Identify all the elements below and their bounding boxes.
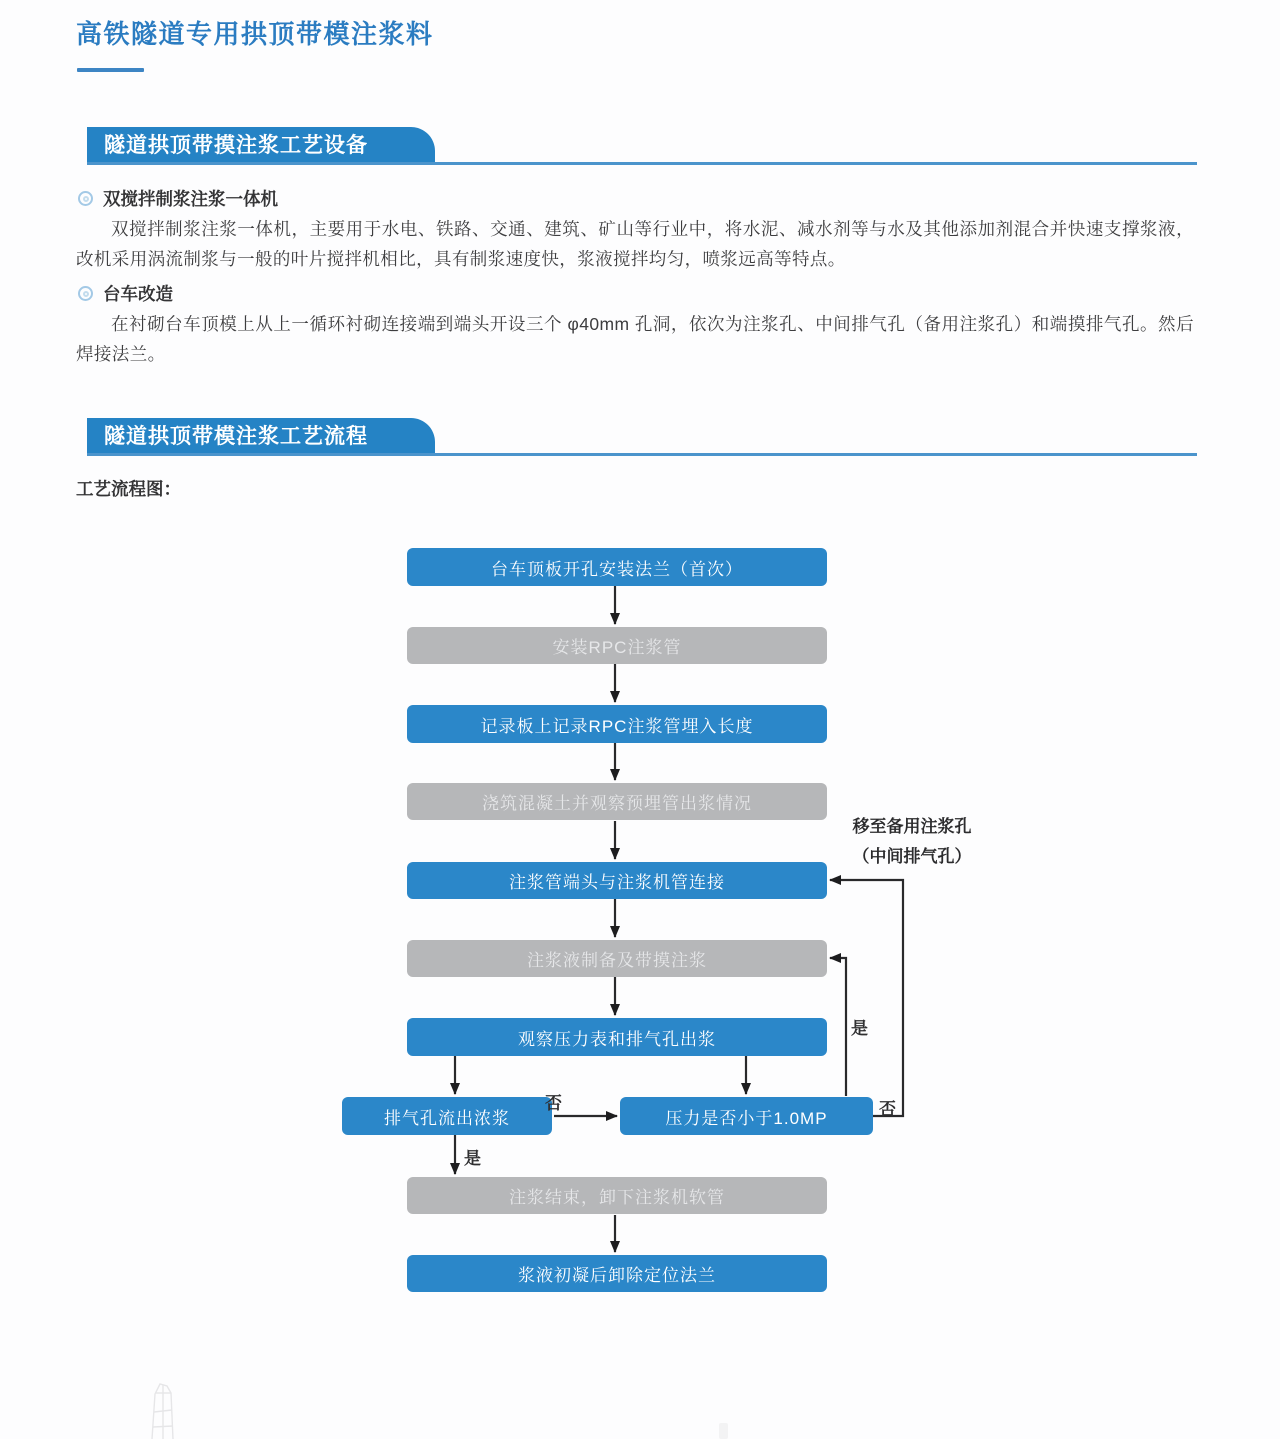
ring-bullet-icon — [78, 191, 93, 206]
section-header-equipment: 隧道拱顶带摸注浆工艺设备 — [87, 127, 435, 165]
flow-step-pour-concrete: 浇筑混凝土并观察预埋管出浆情况 — [407, 783, 827, 820]
flow-annotation-line1: 移至备用注浆孔 — [852, 817, 972, 836]
bullet-title: 台车改造 — [103, 284, 173, 304]
edge-label-loop-yes: 是 — [851, 1019, 868, 1038]
title-underline — [77, 68, 144, 72]
ring-bullet-icon — [78, 286, 93, 301]
section-rule — [87, 453, 1197, 456]
edge-label-loop-no: 否 — [879, 1100, 896, 1119]
flow-caption: 工艺流程图： — [76, 479, 181, 499]
flow-step-install-flange: 台车顶板开孔安装法兰（首次） — [407, 548, 827, 586]
flow-decision-vent-slurry: 排气孔流出浓浆 — [342, 1097, 552, 1135]
building-watermark-icon — [138, 1382, 210, 1439]
flow-step-install-rpc-pipe: 安装RPC注浆管 — [407, 627, 827, 664]
bullet-item-mixer — [78, 186, 278, 211]
paragraph-mixer: 双搅拌制浆注浆一体机，主要用于水电、铁路、交通、建筑、矿山等行业中，将水泥、减水剂等与水及其他添加剂混合并快速支撑浆液，改机采用涡流制浆与一般的叶片搅拌机相比，具有制浆速度快，浆液搅拌均匀，喷浆远高等特点。 — [76, 219, 1194, 269]
flow-decision-pressure: 压力是否小于1.0MP — [620, 1097, 873, 1135]
flow-step-connect-machine: 注浆管端头与注浆机管连接 — [407, 862, 827, 899]
section-header-process: 隧道拱顶带模注浆工艺流程 — [87, 418, 435, 456]
section-rule — [87, 162, 1197, 165]
page-title: 高铁隧道专用拱顶带模注浆料 — [76, 19, 434, 49]
flow-step-finish-grouting: 注浆结束，卸下注浆机软管 — [407, 1177, 827, 1214]
flow-annotation — [828, 812, 996, 872]
bullet-item-trolley — [78, 281, 173, 306]
edge-label-yes: 是 — [464, 1149, 481, 1168]
flowchart — [0, 540, 1280, 1330]
edge-label-no: 否 — [545, 1094, 562, 1113]
flow-step-remove-flange: 浆液初凝后卸除定位法兰 — [407, 1255, 827, 1292]
flow-step-prepare-grout: 注浆液制备及带摸注浆 — [407, 940, 827, 977]
flow-step-record-length: 记录板上记录RPC注浆管埋入长度 — [407, 705, 827, 743]
flow-annotation-line2: （中间排气孔） — [852, 847, 972, 866]
paragraph-trolley: 在衬砌台车顶模上从上一循环衬砌连接端到端头开设三个 φ40mm 孔洞，依次为注浆孔、中间排气孔（备用注浆孔）和端摸排气孔。然后焊接法兰。 — [76, 314, 1194, 364]
flow-step-observe-gauge: 观察压力表和排气孔出浆 — [407, 1018, 827, 1056]
scan-smudge — [719, 1423, 728, 1439]
bullet-title: 双搅拌制浆注浆一体机 — [103, 189, 278, 209]
